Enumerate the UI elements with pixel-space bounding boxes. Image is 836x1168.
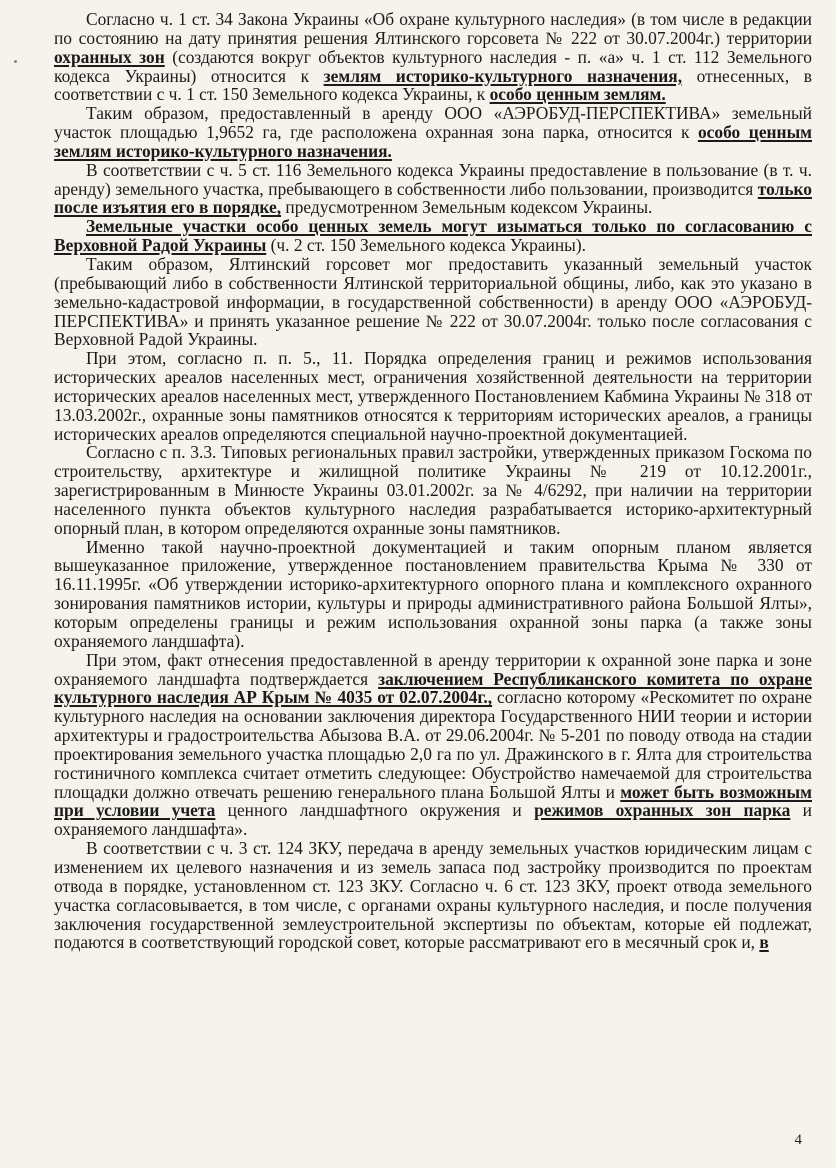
paragraph (54, 538, 812, 651)
paragraph (54, 161, 812, 218)
body-text: (ч. 2 ст. 150 Земельного кодекса Украины). (266, 235, 586, 256)
body-text: согласно которому «Рескомитет по охране культурного наследия на основании заключения директора Государственного НИИ теории и истории архитектуры и градостроительства Абызова В.А. от 29.06.2004г. № 5-201 по поводу отвода на стадии проектирования земельного участка площадью 2,0 га по ул. Дражинского в г. Ялта для строительства гостиничного комплекса считает отметить следующее: Обустройство намечаемой для строительства площадки должно отвечать решению генерального плана Большой Ялты и (54, 687, 812, 802)
paragraph (54, 443, 812, 537)
paragraph (54, 651, 812, 839)
body-text: При этом, факт отнесения предоставленной в аренду территории к охранной зоне парка и зоне охраняемого ландшафта подтверждается (54, 649, 812, 689)
emphasized-text: только после изъятия его в порядке, (54, 178, 812, 218)
emphasized-text: режимов охранных зон парка (534, 800, 791, 821)
emphasized-text: заключением Республиканского комитета по охране культурного наследия АР Крым № 4035 от 02.07.2004г., (54, 668, 812, 708)
emphasized-text: Земельные участки особо ценных земель могут изыматься только по согласованию с Верховной Радой Украины (54, 216, 812, 256)
body-text: Именно такой научно-проектной документацией и таким опорным планом является вышеуказанное приложение, утвержденное постановлением правительства Крыма № 330 от 16.11.1995г. «Об утверждении историко-архитектурного опорного плана и комплексного охранного зонирования памятников истории, культуры и природы административного района Большой Ялты», которым определены границы и режим использования охранной зоны парка (а также зоны охраняемого ландшафта). (54, 536, 812, 651)
paragraph (54, 349, 812, 443)
body-text: отнесенных, в соответствии с ч. 1 ст. 150 Земельного кодекса Украины, к (54, 65, 812, 105)
body-text: Согласно с п. 3.3. Типовых региональных правил застройки, утвержденных приказом Госкома по строительству, архитектуре и жилищной политике Украины № 219 от 10.12.2001г., зарегистрированным в Минюсте Украины 03.01.2002г. за № 4/6292, при наличии на территории населенного пункта объектов культурного наследия разрабатывается историко-архитектурный опорный план, в котором определяются охранные зоны памятников. (54, 442, 812, 538)
body-text: Согласно ч. 1 ст. 34 Закона Украины «Об охране культурного наследия» (в том числе в редакции по состоянию на дату принятия решения Ялтинского горсовета № 222 от 30.07.2004г.) территории (54, 9, 812, 48)
paragraph (54, 255, 812, 349)
body-text: и охраняемого ландшафта». (54, 800, 812, 840)
emphasized-text: землям историко-культурного назначения, (323, 65, 683, 86)
body-text: В соответствии с ч. 5 ст. 116 Земельного кодекса Украины предоставление в пользование (в т. ч. аренду) земельного участка, пребывающего в собственности либо пользовании, производится (54, 159, 812, 199)
body-text: Таким образом, предоставленный в аренду ООО «АЭРОБУД-ПЕРСПЕКТИВА» земельный участок площадью 1,9652 га, где расположена охранная зона парка, относится к (54, 103, 812, 143)
emphasized-text: охранных зон (54, 46, 165, 67)
scan-mark (14, 60, 17, 63)
body-text: ценного ландшафтного окружения и (215, 800, 535, 821)
emphasized-text: может быть возможным при условии учета (54, 781, 812, 821)
emphasized-text: особо ценным землям историко-культурного назначения. (54, 122, 812, 161)
paragraph (54, 839, 812, 952)
emphasized-text: в (759, 932, 769, 953)
page-number: 4 (794, 1132, 802, 1148)
body-text: (создаются вокруг объектов культурного наследия - п. «а» ч. 1 ст. 112 Земельного кодекса Украины) относится к (54, 46, 812, 86)
emphasized-text: особо ценным землям. (489, 84, 666, 105)
body-text: При этом, согласно п. п. 5., 11. Порядка определения границ и режимов использования исторических ареалов населенных мест, ограничения хозяйственной деятельности на территории исторических ареалов населенных мест, утвержденного Постановлением Кабмина Украины № 318 от 13.03.2002г., охранные зоны памятников относятся к территориям исторических ареалов, а границы исторических ареалов определяются специальной научно-проектной документацией. (54, 348, 812, 444)
paragraph (54, 217, 812, 255)
paragraph (54, 10, 812, 104)
body-text: В соответствии с ч. 3 ст. 124 ЗКУ, передача в аренду земельных участков юридическим лицам с изменением их целевого назначения и из земель запаса под застройку производится по проектам отвода в порядке, установленном ст. 123 ЗКУ. Согласно ч. 6 ст. 123 ЗКУ, проект отвода земельного участка согласовывается, в том числе, с органами охраны культурного наследия, и после получения заключения государственной землеустроительной экспертизы по объектам, которые ей подлежат, подаются в соответствующий городской совет, которые рассматривают его в месячный срок и, (54, 838, 812, 953)
document-body (54, 10, 812, 952)
body-text: предусмотренном Земельным кодексом Украины. (281, 197, 653, 218)
body-text: Таким образом, Ялтинский горсовет мог предоставить указанный земельный участок (пребывающий либо в собственности Ялтинской территориальной общины, либо, как это указано в земельно-кадастровой информации, в государственной собственности) в аренду ООО «АЭРОБУД-ПЕРСПЕКТИВА» и принять указанное решение № 222 от 30.07.2004г. только после согласования с Верховной Радой Украины. (54, 253, 812, 350)
paragraph (54, 104, 812, 161)
